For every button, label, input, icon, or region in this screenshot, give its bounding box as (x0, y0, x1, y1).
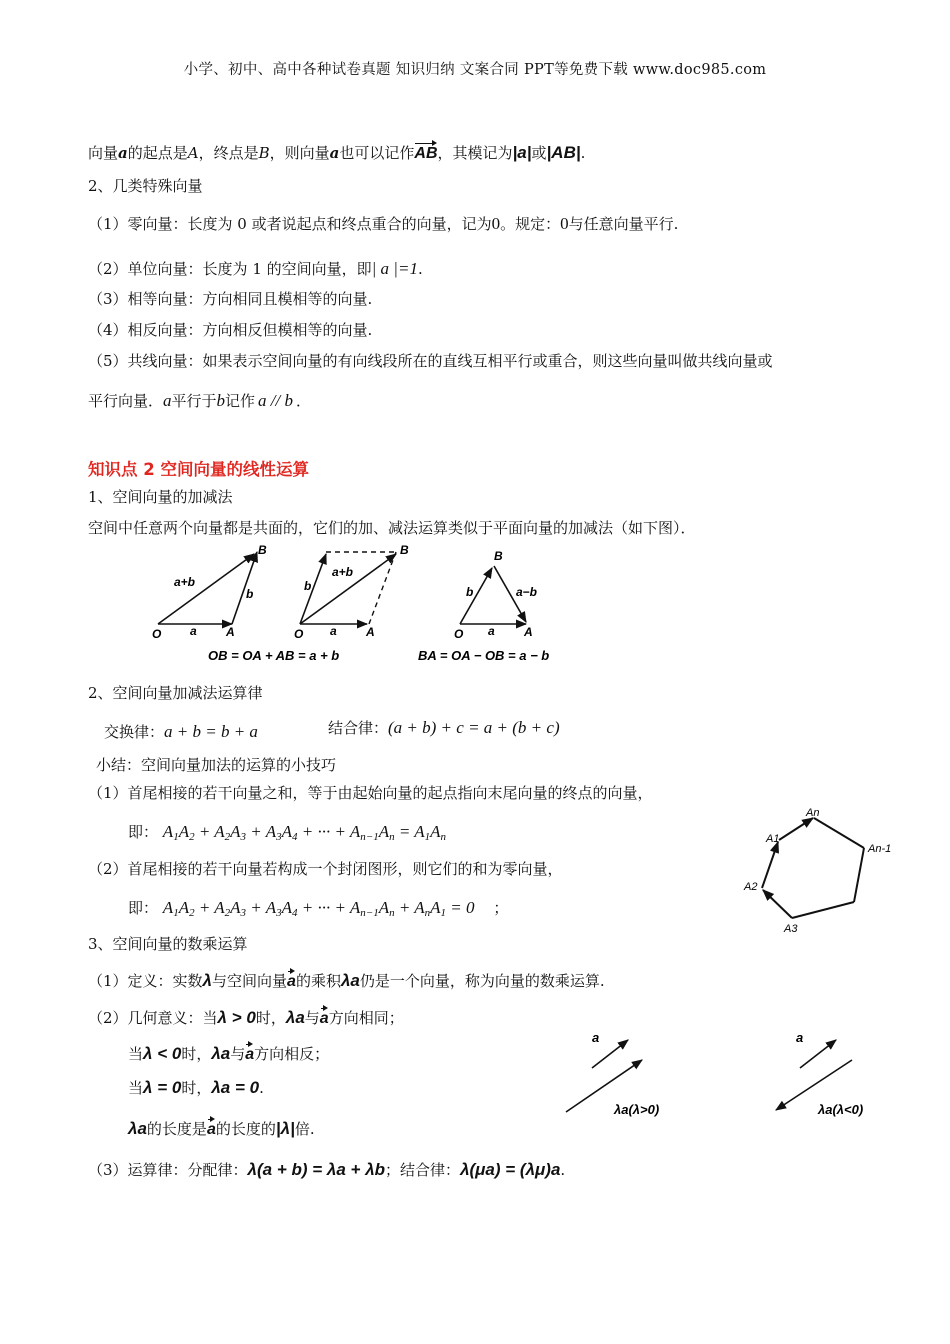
geometric-meaning-1: （2）几何意义：当λ > 0时，λa与a方向相同； (88, 1005, 404, 1029)
label-a: a (330, 624, 337, 638)
commutative-law: 交换律：a + b = b + a (104, 722, 258, 741)
geometric-meaning-3: 当λ = 0时，λa = 0. (128, 1078, 264, 1097)
operation-laws: （3）运算律：分配律：λ(a + b) = λa + λb；结合律：λ(μa) = (λμ)a. (88, 1160, 566, 1179)
opposite-vector-line: （4）相反向量：方向相反但模相等的向量. (88, 321, 373, 339)
summary-line: 小结：空间向量加法的运算的小技巧 (96, 756, 337, 774)
label-o: O (152, 627, 162, 641)
section-title: 知识点 2 空间向量的线性运算 (88, 460, 309, 479)
label-b: B (494, 549, 503, 563)
label-b: B (258, 543, 267, 557)
label-a3: A3 (784, 923, 798, 935)
triangle-rule-diagram (152, 543, 267, 641)
modulus-a: |a| (512, 143, 532, 162)
zero-vector-line: （1）零向量：长度为 0 或者说起点和终点重合的向量，记为0。规定：0与任意向量平行. (88, 214, 679, 233)
subsection-title: 3、空间向量的数乘运算 (88, 935, 248, 953)
label-o: O (454, 627, 464, 641)
label-an-1: An-1 (868, 843, 892, 855)
geometric-meaning-2: 当λ < 0时，λa与a方向相反； (128, 1041, 329, 1065)
page-header: 小学、初中、高中各种试卷真题 知识归纳 文案合同 PPT等免费下载 www.doc985.com (183, 62, 767, 78)
label-a1: A1 (766, 833, 780, 845)
rule-1-formula: 即： $A_1A_2 + A_2A_3 + A_3A_4$ + ··· + $A_{n-1}A_n = A_1A_n$ (128, 822, 447, 843)
label-a2: A2 (744, 881, 758, 893)
subtraction-diagram (454, 549, 537, 641)
vector-addition-figure (140, 540, 600, 670)
label-an: An (806, 807, 820, 819)
collinear-vector-line: （5）共线向量：如果表示空间向量的有向线段所在的直线互相平行或重合，则这些向量叫做共线向量或 (88, 352, 773, 370)
subsection-title: 2、空间向量加减法运算律 (88, 684, 263, 702)
label-a-plus-b: a+b (332, 565, 354, 579)
caption-negative: λa(λ<0) (818, 1102, 864, 1117)
label-a: a (592, 1030, 600, 1045)
label-a-point: A (226, 625, 235, 639)
label-b-vector: b (304, 579, 312, 593)
label-a-plus-b: a+b (174, 575, 196, 589)
label-a-point: A (366, 625, 375, 639)
length-relation: λa的长度是a的长度的|λ|倍. (128, 1116, 315, 1140)
label-o: O (294, 627, 304, 641)
unit-vector-line: （2）单位向量：长度为 1 的空间向量，即| a |=1. (88, 259, 423, 278)
equal-vector-line: （3）相等向量：方向相同且模相等的向量. (88, 290, 373, 308)
rule-1: （1）首尾相接的若干向量之和，等于由起始向量的起点指向末尾向量的终点的向量， (88, 784, 653, 802)
label-b-vector: b (246, 587, 254, 601)
negative-scalar-diagram (776, 1030, 863, 1117)
label-b-vector: b (466, 585, 474, 599)
label-a-point: A (524, 625, 533, 639)
label-a: a (796, 1030, 804, 1045)
modulus-ab: |AB| (546, 143, 581, 162)
parallelogram-rule-diagram (294, 543, 409, 641)
definition-line: （1）定义：实数λ与空间向量a的乘积λa仍是一个向量，称为向量的数乘运算. (88, 968, 605, 992)
paragraph: 空间中任意两个向量都是共面的，它们的加、减法运算类似于平面向量的加减法（如下图）． (88, 519, 696, 537)
vector-ab: AB (414, 140, 437, 164)
scalar-multiplication-figure (556, 1024, 896, 1124)
subsection-title: 2、几类特殊向量 (88, 177, 203, 195)
subsection-title: 1、空间向量的加减法 (88, 488, 233, 506)
label-a: a (190, 624, 197, 638)
polygon-figure (736, 804, 906, 940)
caption-subtraction: BA = OA − OB = a − b (418, 648, 550, 663)
parallel-vector-line: 平行向量．a平行于b记作 a // b ． (88, 391, 312, 410)
label-a: a (488, 624, 495, 638)
label-a-minus-b: a−b (516, 585, 538, 599)
caption-addition: OB = OA + AB = a + b (208, 648, 340, 663)
associative-law: 结合律：(a + b) + c = a + (b + c) (328, 718, 560, 737)
rule-2-formula: 即： $A_1A_2 + A_2A_3 + A_3A_4$ + ··· + $A_{n-1}A_n + A_nA_1 = 0$ ； (128, 898, 509, 919)
rule-2: （2）首尾相接的若干向量若构成一个封闭图形，则它们的和为零向量， (88, 860, 563, 878)
intro-line: 向量a的起点是A，终点是B，则向量a也可以记作AB，其模记为|a|或|AB|. (88, 140, 585, 164)
label-b: B (400, 543, 409, 557)
positive-scalar-diagram (566, 1030, 659, 1117)
caption-positive: λa(λ>0) (614, 1102, 660, 1117)
